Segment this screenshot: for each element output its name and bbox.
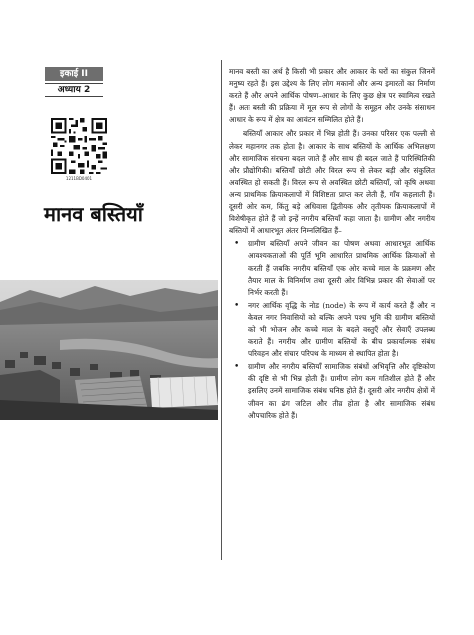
list-item bbox=[229, 361, 435, 421]
column-divider bbox=[221, 60, 222, 560]
list-item bbox=[229, 238, 435, 298]
qr-code-image[interactable] bbox=[51, 118, 107, 174]
settlement-valley-photo bbox=[0, 280, 218, 420]
qr-code-id: 1211BD0401 bbox=[65, 176, 93, 181]
body-text-column bbox=[229, 66, 435, 422]
list-item-text: ग्रामीण बस्तियाँ अपने जीवन का पोषण अथवा आधारभूत आर्थिक आवश्यकताओं की पूर्ति भूमि आधारित प्राथमिक आर्थिक क्रियाओं से करती हैं जबकि नगरीय बस्तियाँ एक ओर कच्चे माल के प्रक्रमण और तैयार माल के विनिर्माण तथा दूसरी ओर विभिन्न प्रकार की सेवाओं पर निर्भर करती हैं। bbox=[248, 239, 435, 297]
chapter-title: मानव बस्तियाँ bbox=[44, 202, 143, 226]
body-paragraph: बस्तियाँ आकार और प्रकार में भिन्न होती हैं। उनका परिसर एक पल्ली से लेकर महानगर तक होता है। आकार के साथ बस्तियों के आर्थिक अभिलक्षण और सामाजिक संरचना बदल जाते हैं और साथ ही बदल जाते हैं पारिस्थितिकी और प्रौद्योगिकी। बस्तियाँ छोटी और विरल रूप से लेकर बड़ी और संकुलित अवस्थित हो सकती हैं। विरल रूप से अवस्थित छोटी बस्तियाँ, जो कृषि अथवा अन्य प्राथमिक क्रियाकलापों में विशिष्टता प्राप्त कर लेती हैं, गाँव कहलाती हैं। दूसरी ओर कम, किंतु बड़े अधिवास द्वितीयक और तृतीयक क्रियाकलापों में विशेषीकृत होते हैं जो इन्हें नगरीय बस्तियाँ कहा जाता है। ग्रामीण और नगरीय बस्तियों में आधारभूत अंतर निम्नलिखित हैं– bbox=[229, 129, 435, 236]
bullet-icon: • bbox=[234, 300, 240, 311]
differences-list bbox=[229, 238, 435, 421]
list-item-text: ग्रामीण और नगरीय बस्तियाँ सामाजिक संबंधों अभिवृत्ति और दृष्टिकोण की दृष्टि से भी भिन्न होती हैं। ग्रामीण लोग कम गतिशील होते हैं और इसलिए उनमें सामाजिक संबंध घनिष्ठ होते हैं। दूसरी ओर नगरीय क्षेत्रों में जीवन का ढंग जटिल और तीव्र होता है और सामाजिक संबंध औपचारिक होते हैं। bbox=[248, 362, 435, 420]
intro-paragraph: मानव बस्ती का अर्थ है किसी भी प्रकार और आकार के घरों का संकुल जिनमें मनुष्य रहते हैं। इस उद्देश्य के लिए लोग मकानों और अन्य इमारतों का निर्माण करते हैं और अपने आर्थिक पोषण–आधार के लिए कुछ क्षेत्र पर स्वामित्व रखते हैं। अतः बस्ती की प्रक्रिया में मूल रूप से लोगों के समूहन और उनके संसाधन आधार के रूप में क्षेत्र का आवंटन सम्मिलित होते हैं। bbox=[229, 67, 435, 125]
bullet-icon: • bbox=[234, 239, 240, 250]
chapter-number-label: अध्याय 2 bbox=[45, 83, 103, 97]
list-item-text: नगर आर्थिक वृद्धि के नोड (node) के रूप में कार्य करते हैं और न केवल नगर निवासियों को बल्कि अपने पश्च भूमि की ग्रामीण बस्तियों को भी भोजन और कच्चे माल के बदले वस्तुएँ और सेवाएँ उपलब्ध कराते हैं। नगरीय और ग्रामीण बस्तियों के बीच प्रकार्यात्मक संबंध परिवहन और संचार परिपथ के माध्यम से स्थापित होता है। bbox=[248, 300, 435, 359]
list-item bbox=[229, 300, 435, 360]
bullet-icon: • bbox=[234, 362, 240, 373]
unit-label: इकाई II bbox=[45, 67, 103, 81]
